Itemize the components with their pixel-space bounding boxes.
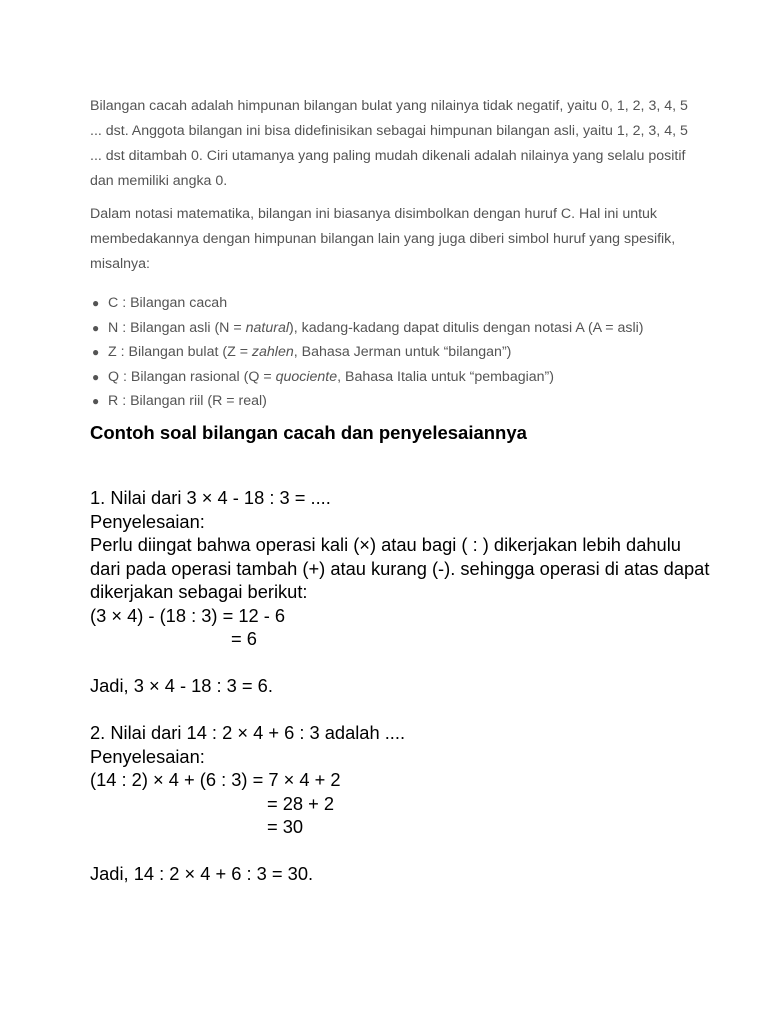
list-item: ● C : Bilangan cacah [108, 291, 690, 316]
example-2-conclusion: Jadi, 14 : 2 × 4 + 6 : 3 = 30. [90, 863, 314, 884]
example-1-step-1: (3 × 4) - (18 : 3) = 12 - 6 [90, 604, 286, 626]
bullet-icon: ● [92, 369, 100, 384]
examples-section [90, 486, 710, 886]
spacer [90, 651, 710, 675]
bullet-icon: ● [92, 320, 100, 335]
spacer [90, 839, 710, 863]
intro-paragraph-2: Dalam notasi matematika, bilangan ini biasanya disimbolkan dengan huruf C. Hal ini untuk membedakannya dengan himpunan bilangan lain yang juga diberi simbol huruf yang spesifik, misalnya: [90, 206, 676, 272]
bullet-icon: ● [92, 394, 100, 408]
example-2-question: 2. Nilai dari 14 : 2 × 4 + 6 : 3 adalah .... [90, 722, 406, 743]
example-2-solution-label: Penyelesaian: [90, 745, 205, 767]
section-heading: Contoh soal bilangan cacah dan penyelesaiannya [90, 422, 527, 443]
example-2-step-3: = 30 [267, 816, 304, 837]
list-item: ● N : Bilangan asli (N = natural), kadang-kadang dapat ditulis dengan notasi A (A = asli) [108, 316, 690, 341]
bullet-icon: ● [92, 345, 100, 359]
notation-list [90, 291, 690, 414]
list-item: ● R : Bilangan riil (R = real) [108, 389, 690, 414]
example-1-solution-label: Penyelesaian: [90, 510, 205, 532]
bullet-icon: ● [92, 296, 100, 310]
example-1-step-2: = 6 [231, 628, 257, 649]
intro-section [90, 94, 690, 414]
example-1-question: 1. Nilai dari 3 × 4 - 18 : 3 = .... [90, 487, 331, 508]
list-item: ● Q : Bilangan rasional (Q = quociente, Bahasa Italia untuk “pembagian”) [108, 365, 690, 390]
intro-paragraph-1: Bilangan cacah adalah himpunan bilangan bulat yang nilainya tidak negatif, yaitu 0, 1, 2, 3, 4, 5 ... dst. Anggota bilangan ini bisa didefinisikan sebagai himpunan bilangan asli, yaitu 1, 2, 3, 4, 5 ... dst ditambah 0. Ciri utamanya yang paling mudah dikenali adalah nilainya yang selalu positif dan memiliki angka 0. [90, 98, 688, 189]
spacer [90, 698, 710, 722]
list-item: ● Z : Bilangan bulat (Z = zahlen, Bahasa Jerman untuk “bilangan”) [108, 340, 690, 365]
example-1-conclusion: Jadi, 3 × 4 - 18 : 3 = 6. [90, 675, 273, 696]
example-2-step-2: = 28 + 2 [267, 792, 335, 814]
example-2-step-1: (14 : 2) × 4 + (6 : 3) = 7 × 4 + 2 [90, 769, 341, 790]
example-1-explanation: Perlu diingat bahwa operasi kali (×) atau bagi ( : ) dikerjakan lebih dahulu dari pada operasi tambah (+) atau kurang (-). sehingga operasi di atas dapat dikerjakan sebagai berikut: [90, 534, 710, 602]
